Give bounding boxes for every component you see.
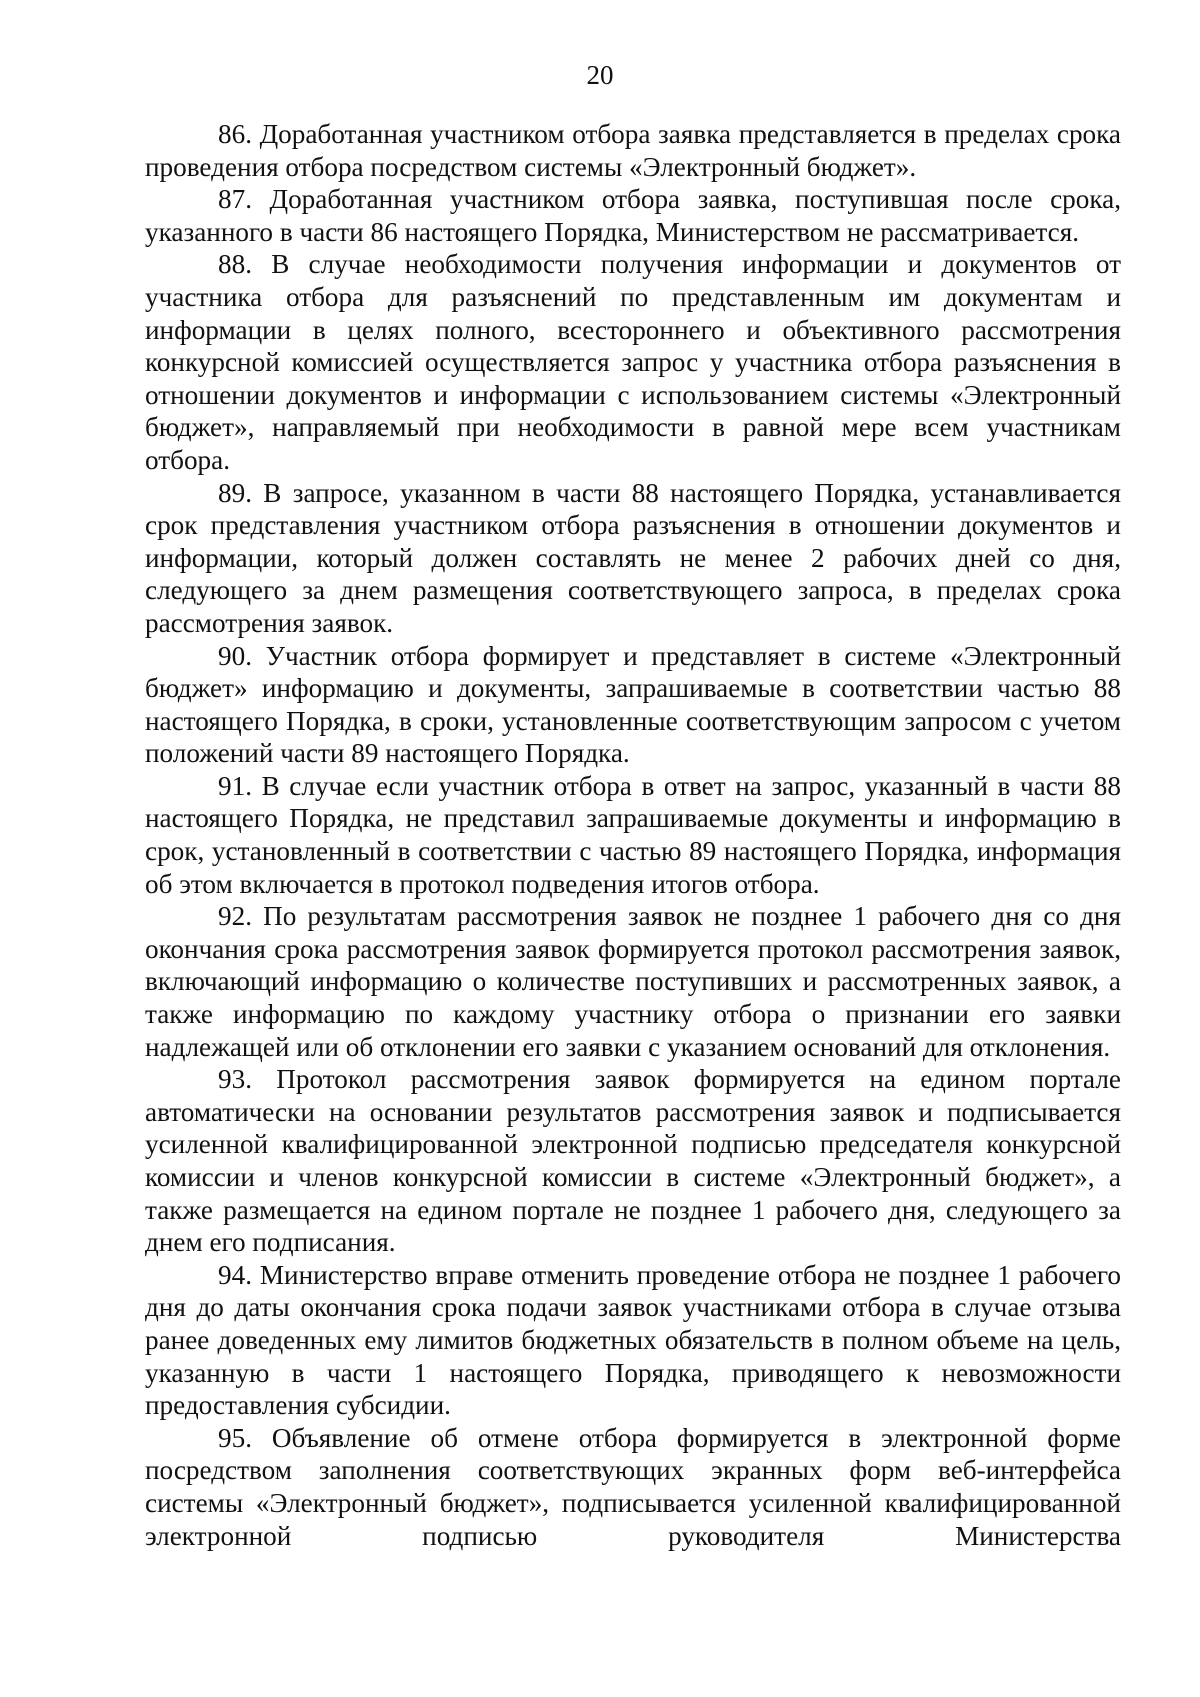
document-body [145,118,1121,1552]
paragraph-92: 92. По результатам рассмотрения заявок не позднее 1 рабочего дня со дня окончания срока рассмотрения заявок формируется протокол рассмотрения заявок, включающий информацию о количестве поступивших и рассмотренных заявок, а также информацию по каждому участнику отбора о признании его заявки надлежащей или об отклонении его заявки с указанием оснований для отклонения. [145,901,1121,1062]
paragraph-91: 91. В случае если участник отбора в ответ на запрос, указанный в части 88 настоящего Порядка, не представил запрашиваемые документы и информацию в срок, установленный в соответствии с частью 89 настоящего Порядка, информация об этом включается в протокол подведения итогов отбора. [145,770,1121,899]
paragraph-93: 93. Протокол рассмотрения заявок формируется на едином портале автоматически на основании результатов рассмотрения заявок и подписывается усиленной квалифицированной электронной подписью председателя конкурсной комиссии и членов конкурсной комиссии в системе «Электронный бюджет», а также размещается на едином портале не позднее 1 рабочего дня, следующего за днем его подписания. [145,1064,1121,1258]
paragraph-87: 87. Доработанная участником отбора заявка, поступившая после срока, указанного в части 86 настоящего Порядка, Министерством не рассматривается. [145,184,1121,247]
paragraph-94: 94. Министерство вправе отменить проведение отбора не позднее 1 рабочего дня до даты окончания срока подачи заявок участниками отбора в случае отзыва ранее доведенных ему лимитов бюджетных обязательств в полном объеме на цель, указанную в части 1 настоящего Порядка, приводящего к невозможности предоставления субсидии. [145,1259,1121,1421]
page-number: 20 [586,60,614,90]
paragraph-88: 88. В случае необходимости получения информации и документов от участника отбора для разъяснений по представленным им документам и информации в целях полного, всестороннего и объективного рассмотрения конкурсной комиссией осуществляется запрос у участника отбора разъяснения в отношении документов и информации с использованием системы «Электронный бюджет», направляемый при необходимости в равной мере всем участникам отбора. [145,249,1121,475]
paragraph-95: 95. Объявление об отмене отбора формируется в электронной форме посредством заполнения соответствующих экранных форм веб-интерфейса системы «Электронный бюджет», подписывается усиленной квалифицированной электронной подписью руководителя Министерства [145,1422,1121,1551]
paragraph-89: 89. В запросе, указанном в части 88 настоящего Порядка, устанавливается срок представления участником отбора разъяснения в отношении документов и информации, который должен составлять не менее 2 рабочих дней со дня, следующего за днем размещения соответствующего запроса, в пределах срока рассмотрения заявок. [145,477,1121,638]
paragraph-86: 86. Доработанная участником отбора заявка представляется в пределах срока проведения отбора посредством системы «Электронный бюджет». [145,119,1121,182]
paragraph-90: 90. Участник отбора формирует и представляет в системе «Электронный бюджет» информацию и документы, запрашиваемые в соответствии частью 88 настоящего Порядка, в сроки, установленные соответствующим запросом с учетом положений части 89 настоящего Порядка. [145,640,1121,769]
